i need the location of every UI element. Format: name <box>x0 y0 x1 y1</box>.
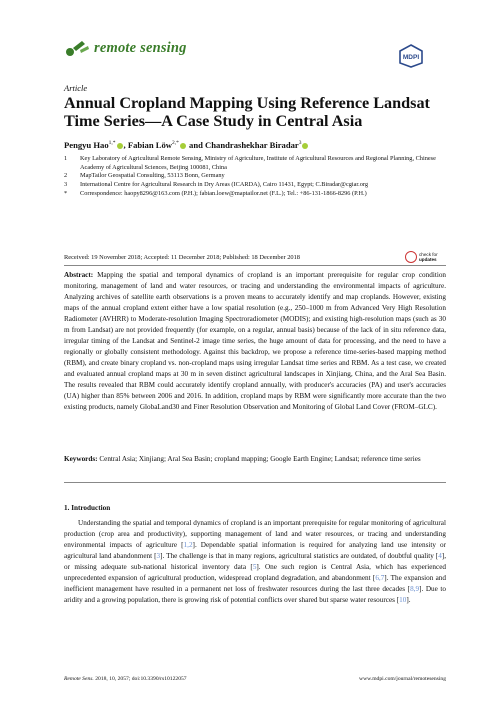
affiliation-text: Key Laboratory of Agricultural Remote Sensing, Ministry of Agriculture, Institute of Agricultural Resources and Regional Planning, Chinese Academy of Agricultural Sciences, Beijing 100081, China <box>80 155 436 171</box>
orcid-icon[interactable] <box>180 143 186 149</box>
body-text: ]. Dependable spatial information is required for analyzing land use intensity or agricultural land abandonment [ <box>64 541 446 560</box>
footer-doi: 2018, 10, 2057; doi:10.3390/rs10122057 <box>93 676 187 682</box>
body-text: ], or missing adequate sub-national historical inventory data [ <box>64 552 446 571</box>
paper-title: Annual Cropland Mapping Using Reference Landsat Time Series—A Case Study in Central Asia <box>64 94 430 130</box>
author-name[interactable]: Pengyu Hao <box>64 140 109 150</box>
publication-dates: Received: 19 November 2018; Accepted: 11 December 2018; Published: 18 December 2018 <box>64 254 300 261</box>
footer-journal-abbrev: Remote Sens. <box>64 676 94 682</box>
abstract-label: Abstract: <box>64 271 94 279</box>
correspondence-text: Correspondence: haopy8296@163.com (P.H.); fabian.loew@maptailor.net (F.L.); Tel.: +86-131-1866-8296 (P.H.) <box>80 189 367 197</box>
body-text: ]. The challenge is that in many regions, agricultural statistics are outdated, of doubtful quality [ <box>160 552 439 560</box>
check-for-updates-badge[interactable] <box>405 248 445 266</box>
article-type: Article <box>64 83 88 93</box>
affiliation-item <box>64 172 450 181</box>
citation-link[interactable]: 6,7 <box>375 574 385 582</box>
citation-link[interactable]: 10 <box>399 596 407 604</box>
divider <box>64 265 446 266</box>
keywords <box>64 454 446 465</box>
author-affil-mark: 1,* <box>108 140 116 147</box>
citation-link[interactable]: 5 <box>252 563 257 571</box>
check-updates-line2: updates <box>419 257 437 263</box>
affiliation-item <box>64 155 450 172</box>
author-separator: and <box>186 140 206 150</box>
affiliation-number: * <box>64 189 68 197</box>
affiliation-text: International Centre for Agricultural Research in Dry Areas (ICARDA), Cairo 11431, Egypt; C.Biradar@cgiar.org <box>80 181 369 189</box>
keywords-text: Central Asia; Xinjiang; Aral Sea Basin; cropland mapping; Google Earth Engine; Landsat; reference time series <box>99 455 421 463</box>
correspondence <box>64 190 450 199</box>
body-text: ]. Due to aridity and a growing population, there is growing risk of potential conflicts over shared but sparse water resources [ <box>64 585 446 604</box>
check-updates-line1: check for <box>419 252 438 258</box>
affiliation-number: 2 <box>64 172 68 180</box>
footer-url[interactable]: www.mdpi.com/journal/remotesensing <box>359 676 446 682</box>
footer-citation <box>64 676 187 682</box>
abstract <box>64 270 446 413</box>
journal-name: remote sensing <box>94 40 187 56</box>
body-text: Understanding the spatial and temporal dynamics of cropland is an important prerequisite for regular monitoring of agricultural production (crop area and productivity), supporting management of land and water resources, or tracing and understanding environmental impacts of agriculture [ <box>64 519 446 549</box>
affiliation-text: MapTailor Geospatial Consulting, 53113 Bonn, Germany <box>80 172 225 180</box>
author-separator: , <box>123 140 128 150</box>
divider <box>64 482 446 483</box>
affiliation-item <box>64 181 450 190</box>
orcid-icon[interactable] <box>302 143 308 149</box>
author-affil-mark: 3 <box>298 140 302 147</box>
affiliations <box>64 155 450 199</box>
orcid-icon[interactable] <box>117 143 123 149</box>
section-heading: 1. Introduction <box>64 504 111 512</box>
abstract-text: Mapping the spatial and temporal dynamics of cropland is an important prerequisite for regular crop condition monitoring, management of land and water resources, or tracing and understanding the environmental impacts of agriculture. Analyzing archives of satellite earth observations is a proven means to accurately identify and map croplands. However, existing maps of the annual cropland extent either have a low spatial resolution (e.g., 250–1000 m from Advanced Very High Resolution Radiometer (AVHRR) to Moderate-resolution Imaging Spectroradiometer (MODIS); and existing high-resolution maps (such as 30 m from Landsat) are not provided frequently (for example, on a regular, annual basis) because of the lack of in situ reference data, irregular timing of the Landsat and Sentinel-2 image time series, the huge amount of data for processing, and the need to have a regionally or globally consistent methodology. Against this backdrop, we propose a reference time-series-based mapping method (RBM), and create binary cropland vs. non-cropland maps using irregular Landsat time series and RBM. As a test case, we created and evaluated annual cropland maps at 30 m in seven distinct agricultural landscapes in Xinjiang, China, and the Aral Sea Basin. The results revealed that RBM could accurately identify cropland annually, with producer's accuracies (PA) and user's accuracies (UA) higher than 85% between 2006 and 2016. In addition, cropland maps by RBM were significantly more accurate than the two existing products, namely GlobaLand30 and Finer Resolution Observation and Monitoring of Global Land Cover (FROM–GLC). <box>64 271 447 411</box>
body-text: ]. The expansion and inefficient management have resulted in a permanent net loss of freshwater resources during the last three decades [ <box>64 574 446 593</box>
affiliation-number: 3 <box>64 181 68 189</box>
intro-paragraph <box>64 518 446 606</box>
journal-logo-icon <box>64 38 90 58</box>
citation-link[interactable]: 1,2 <box>183 541 193 549</box>
body-text: ]. <box>406 596 411 604</box>
check-updates-icon <box>405 251 417 263</box>
mdpi-logo[interactable] <box>398 44 424 68</box>
author-name[interactable]: Chandrashekhar Biradar <box>205 140 299 150</box>
author-affil-mark: 2,* <box>172 140 179 147</box>
mdpi-logo-text: MDPI <box>402 54 420 61</box>
citation-link[interactable]: 3 <box>156 552 161 560</box>
author-name[interactable]: Fabian Löw <box>127 140 173 150</box>
citation-link[interactable]: 4 <box>438 552 442 560</box>
citation-link[interactable]: 8,9 <box>410 585 420 593</box>
affiliation-number: 1 <box>64 155 68 162</box>
author-list <box>64 140 309 150</box>
body-text: ]. One such region is Central Asia, which has experienced unprecedented expansion of agricultural production, widespread cropland degradation, and abandonment [ <box>64 563 446 582</box>
keywords-label: Keywords: <box>64 455 98 463</box>
